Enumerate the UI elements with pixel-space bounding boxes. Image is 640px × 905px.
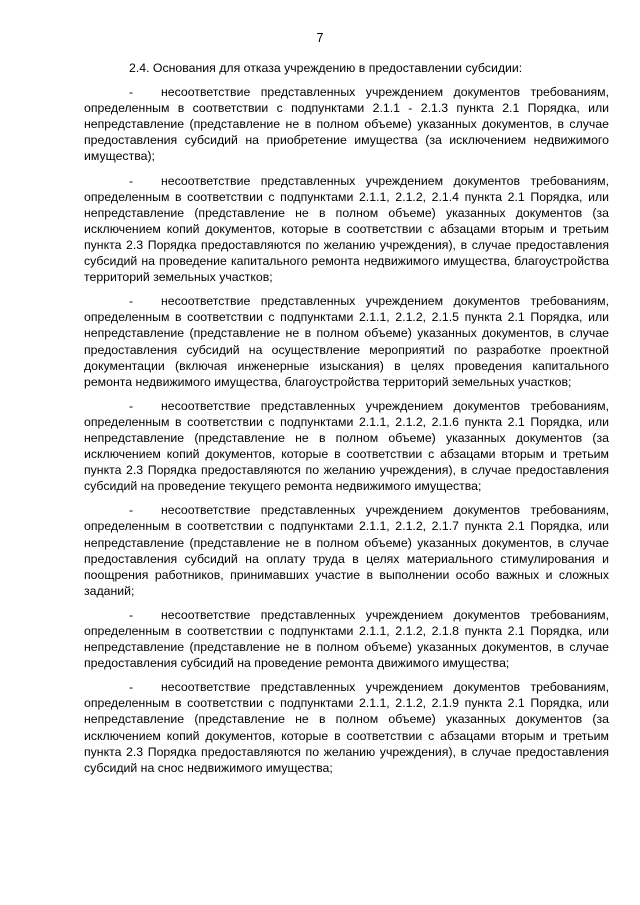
- list-item-text: несоответствие представленных учреждением документов требованиям, определенным в соответствии с подпунктами 2.1.1, 2.1.2, 2.1.5 пункта 2.1 Порядка, или непредставление (представление не в полном объеме) указанных документов, в случае предоставления субсидий на осуществление мероприятий по разработке проектной документации (включая инженерные изыскания) в целях проведения капитального ремонта недвижимого имущества, благоустройства территорий земельных участков;: [84, 294, 609, 389]
- list-bullet: -: [129, 680, 134, 695]
- list-item: [84, 398, 609, 495]
- list-bullet: -: [129, 294, 134, 309]
- list-item-text: несоответствие представленных учреждением документов требованиям, определенным в соответствии с подпунктами 2.1.1, 2.1.2, 2.1.7 пункта 2.1 Порядка, или непредставление (представление не в полном объеме) указанных документов, в случае предоставления субсидий на оплату труда в целях материального стимулирования и поощрения работников, принимавших участие в выполнении особо важных и сложных заданий;: [84, 503, 609, 598]
- list-item-text: несоответствие представленных учреждением документов требованиям, определенным в соответствии с подпунктами 2.1.1, 2.1.2, 2.1.4 пункта 2.1 Порядка, или непредставление (представление не в полном объеме) указанных документов (за исключением копий документов, которые в соответствии с абзацами вторым и третьим пункта 2.3 Порядка предоставляются по желанию учреждения), в случае предоставления субсидий на проведение капитального ремонта недвижимого имущества, благоустройства территорий земельных участков;: [84, 173, 609, 285]
- list-bullet: -: [129, 607, 134, 622]
- page-number: 7: [316, 31, 324, 45]
- list-item-text: несоответствие представленных учреждением документов требованиям, определенным в соответствии с подпунктами 2.1.1 - 2.1.3 пункта 2.1 Порядка, или непредставление (представление не в полном объеме) указанных документов, в случае предоставления субсидий на приобретение имущества (за исключением недвижимого имущества);: [84, 85, 609, 164]
- list-item-text: несоответствие представленных учреждением документов требованиям, определенным в соответствии с подпунктами 2.1.1, 2.1.2, 2.1.6 пункта 2.1 Порядка, или непредставление (представление не в полном объеме) указанных документов (за исключением копий документов, которые в соответствии с абзацами вторым и третьим пункта 2.3 Порядка предоставляются по желанию учреждения), в случае предоставления субсидий на проведение текущего ремонта недвижимого имущества;: [84, 398, 609, 494]
- list-bullet: -: [129, 85, 134, 100]
- list-bullet: -: [129, 503, 134, 518]
- document-body: [84, 60, 609, 776]
- list-item: [84, 502, 609, 599]
- list-item-text: несоответствие представленных учреждением документов требованиям, определенным в соответствии с подпунктами 2.1.1, 2.1.2, 2.1.9 пункта 2.1 Порядка, или непредставление (представление не в полном объеме) указанных документов (за исключением копий документов, которые в соответствии с абзацами вторым и третьим пункта 2.3 Порядка предоставляются по желанию учреждения), в случае предоставления субсидий на снос недвижимого имущества;: [84, 680, 609, 775]
- list-item: [84, 679, 609, 776]
- list-item-text: несоответствие представленных учреждением документов требованиям, определенным в соответствии с подпунктами 2.1.1, 2.1.2, 2.1.8 пункта 2.1 Порядка, или непредставление (представление не в полном объеме) указанных документов, в случае предоставления субсидий на проведение ремонта движимого имущества;: [84, 607, 609, 671]
- section-heading: 2.4. Основания для отказа учреждению в предоставлении субсидии:: [129, 61, 523, 75]
- list-bullet: -: [129, 173, 134, 188]
- list-item: [84, 607, 609, 671]
- list-item: [84, 84, 609, 164]
- list-bullet: -: [129, 398, 134, 413]
- list-item: [84, 173, 609, 286]
- list-item: [84, 293, 609, 390]
